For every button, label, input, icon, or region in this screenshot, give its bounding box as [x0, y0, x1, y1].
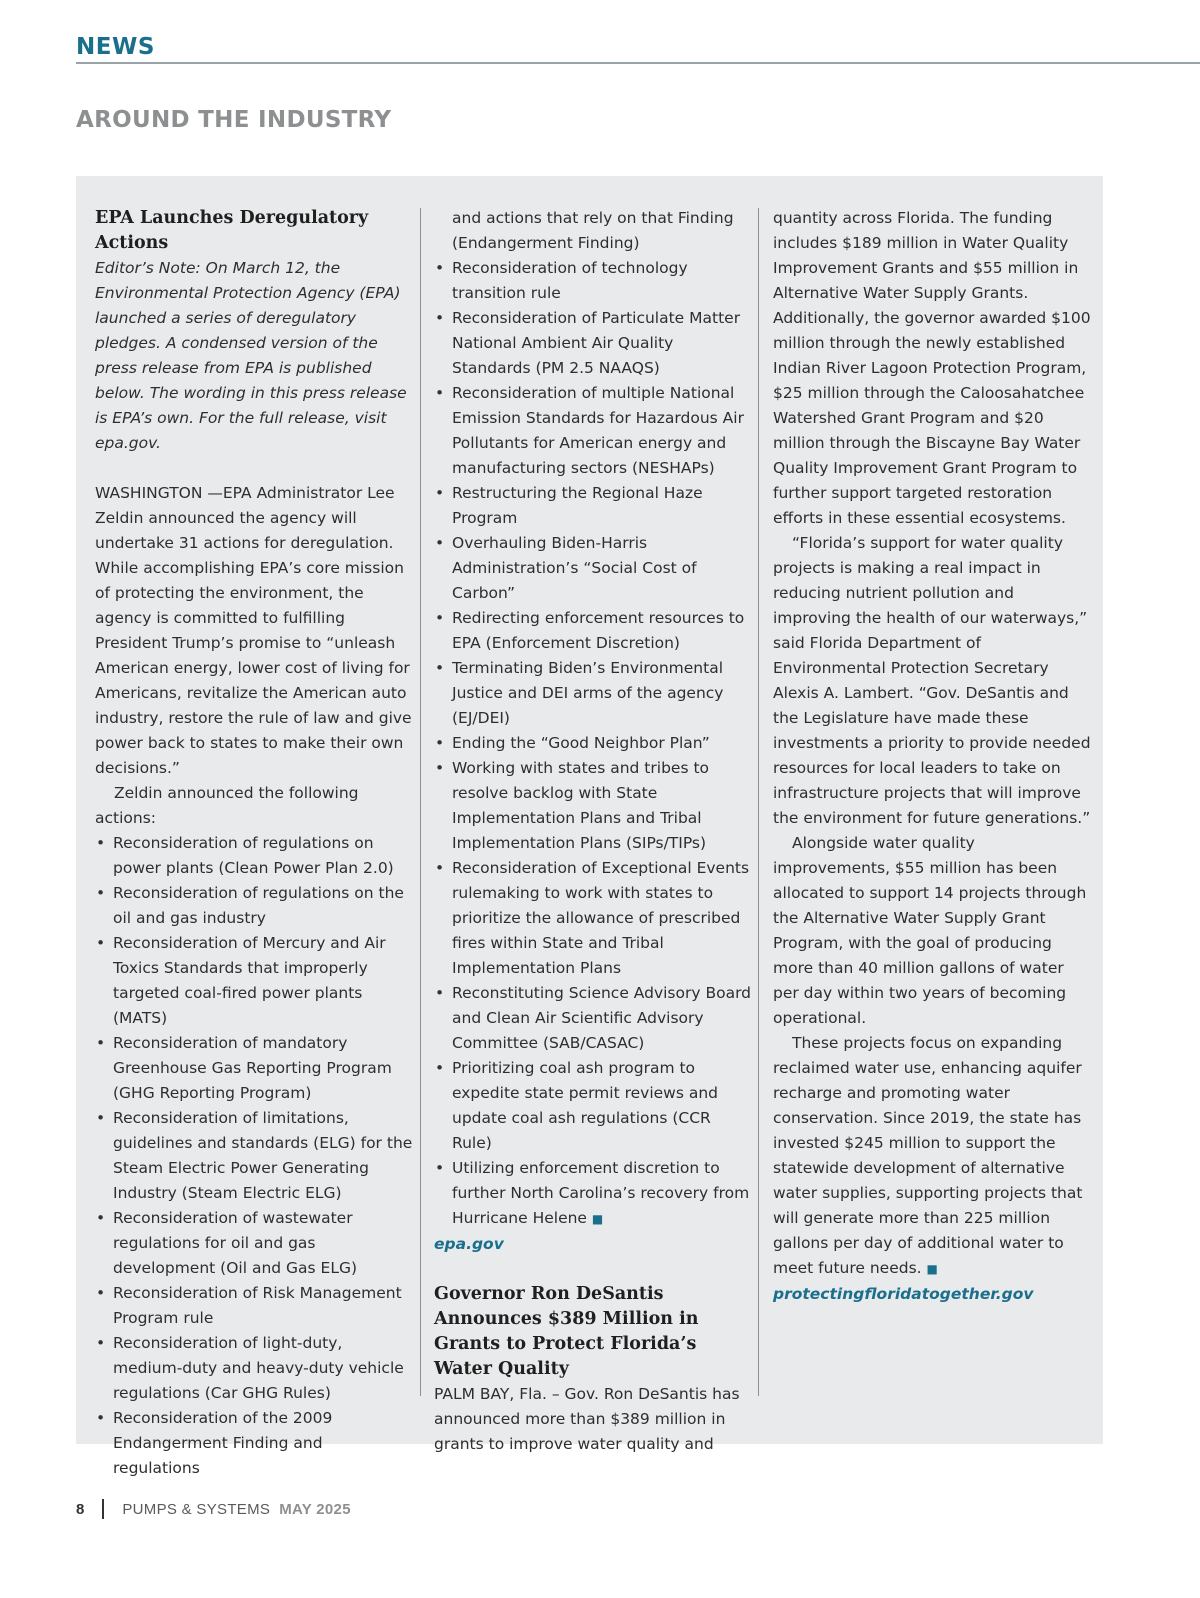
list-item: • Reconsideration of Particulate Matter National Ambient Air Quality Standards (PM 2.5 NAAQS): [434, 306, 752, 381]
article-headline: Governor Ron DeSantis Announces $389 Million in Grants to Protect Florida’s Water Quality: [434, 1284, 699, 1379]
header-rule: [76, 62, 1200, 64]
list-item: • Redirecting enforcement resources to EPA (Enforcement Discretion): [434, 606, 752, 656]
list-item: • Terminating Biden’s Environmental Justice and DEI arms of the agency (EJ/DEI): [434, 656, 752, 731]
list-item: • Reconsideration of multiple National Emission Standards for Hazardous Air Pollutants for American energy and manufacturing sectors (NESHAPs): [434, 381, 752, 481]
subsection-title: AROUND THE INDUSTRY: [76, 107, 392, 133]
article-paragraph: [773, 1031, 1091, 1282]
paragraph-text: These projects focus on expanding reclaimed water use, enhancing aquifer recharge and promoting water conservation. Since 2019, the state has invested $245 million to support the statewide development of alternative water supplies, supporting projects that will generate more than 225 million gallons per day of additional water to meet future needs.: [773, 1034, 1083, 1277]
list-item: • Reconsideration of Mercury and Air Toxics Standards that improperly targeted coal-fired power plants (MATS): [95, 931, 413, 1031]
list-item: • Ending the “Good Neighbor Plan”: [434, 731, 752, 756]
article-paragraph: quantity across Florida. The funding includes $189 million in Water Quality Improvement Grants and $55 million in Alternative Water Supply Grants. Additionally, the governor awarded $100 million through the newly established Indian River Lagoon Protection Program, $25 million through the Caloosahatchee Watershed Grant Program and $20 million through the Biscayne Bay Water Quality Improvement Grant Program to further support targeted restoration efforts in these essential ecosystems.: [773, 209, 1091, 527]
column-divider: [420, 208, 421, 1396]
article-paragraph: PALM BAY, Fla. – Gov. Ron DeSantis has announced more than $389 million in grants to improve water quality and: [434, 1385, 740, 1453]
list-item: • Reconstituting Science Advisory Board and Clean Air Scientific Advisory Committee (SAB/CASAC): [434, 981, 752, 1056]
list-item: • Reconsideration of mandatory Greenhouse Gas Reporting Program (GHG Reporting Program): [95, 1031, 413, 1106]
section-label: NEWS: [76, 34, 155, 60]
list-item: • Reconsideration of light-duty, medium-duty and heavy-duty vehicle regulations (Car GHG Rules): [95, 1331, 413, 1406]
action-list: [95, 831, 413, 1481]
list-item: • Reconsideration of regulations on power plants (Clean Power Plan 2.0): [95, 831, 413, 881]
column-3: [773, 206, 1091, 1307]
action-list: [434, 206, 752, 1232]
editors-note: Editor’s Note: On March 12, the Environmental Protection Agency (EPA) launched a series of deregulatory pledges. A condensed version of the press release from EPA is published below. The wording in this press release is EPA’s own. For the full release, visit epa.gov.: [95, 259, 407, 452]
list-item-continued: and actions that rely on that Finding (Endangerment Finding): [452, 209, 734, 252]
end-mark-icon: ■: [591, 1212, 604, 1226]
list-item: • Reconsideration of Exceptional Events rulemaking to work with states to prioritize the allowance of prescribed fires within State and Tribal Implementation Plans: [434, 856, 752, 981]
list-item: • Reconsideration of limitations, guidelines and standards (ELG) for the Steam Electric Power Generating Industry (Steam Electric ELG): [95, 1106, 413, 1206]
list-item: [434, 1156, 752, 1232]
list-item-text: Utilizing enforcement discretion to further North Carolina’s recovery from Hurricane Helene: [452, 1159, 750, 1227]
page-footer: [76, 1499, 351, 1519]
article-headline: EPA Launches Deregulatory Actions: [95, 208, 369, 253]
footer-divider: [102, 1499, 104, 1519]
source-link[interactable]: protectingfloridatogether.gov: [773, 1285, 1034, 1303]
column-1: [95, 206, 413, 1481]
article-paragraph: “Florida’s support for water quality projects is making a real impact in reducing nutrient pollution and improving the health of our waterways,” said Florida Department of Environmental Protection Secretary Alexis A. Lambert. “Gov. DeSantis and the Legislature have made these investments a priority to provide needed resources for local leaders to take on infrastructure projects that will improve the environment for future generations.”: [773, 534, 1091, 827]
issue-date: MAY 2025: [279, 1500, 351, 1518]
article-paragraph: Alongside water quality improvements, $55 million has been allocated to support 14 projects through the Alternative Water Supply Grant Program, with the goal of producing more than 40 million gallons of water per day within two years of becoming operational.: [773, 834, 1087, 1027]
magazine-name: PUMPS & SYSTEMS: [122, 1500, 271, 1518]
page-number: 8: [76, 1500, 85, 1518]
list-item: • Reconsideration of Risk Management Program rule: [95, 1281, 413, 1331]
list-item: • Prioritizing coal ash program to expedite state permit reviews and update coal ash regulations (CCR Rule): [434, 1056, 752, 1156]
list-item: • Reconsideration of wastewater regulations for oil and gas development (Oil and Gas ELG): [95, 1206, 413, 1281]
list-item: • Reconsideration of the 2009 Endangerment Finding and regulations: [95, 1406, 413, 1481]
list-item: • Working with states and tribes to resolve backlog with State Implementation Plans and Tribal Implementation Plans (SIPs/TIPs): [434, 756, 752, 856]
list-item: • Reconsideration of technology transition rule: [434, 256, 752, 306]
article-paragraph: Zeldin announced the following actions:: [95, 784, 359, 827]
list-item: • Restructuring the Regional Haze Program: [434, 481, 752, 531]
article-paragraph: WASHINGTON —EPA Administrator Lee Zeldin announced the agency will undertake 31 actions for deregulation. While accomplishing EPA’s core mission of protecting the environment, the agency is committed to fulfilling President Trump’s promise to “unleash American energy, lower cost of living for Americans, revitalize the American auto industry, restore the rule of law and give power back to states to make their own decisions.”: [95, 484, 412, 777]
list-item: • Reconsideration of regulations on the oil and gas industry: [95, 881, 413, 931]
end-mark-icon: ■: [926, 1262, 938, 1276]
column-divider: [758, 208, 759, 1396]
column-2: [434, 206, 752, 1457]
list-item: • Overhauling Biden-Harris Administration’s “Social Cost of Carbon”: [434, 531, 752, 606]
source-link[interactable]: epa.gov: [434, 1235, 504, 1253]
